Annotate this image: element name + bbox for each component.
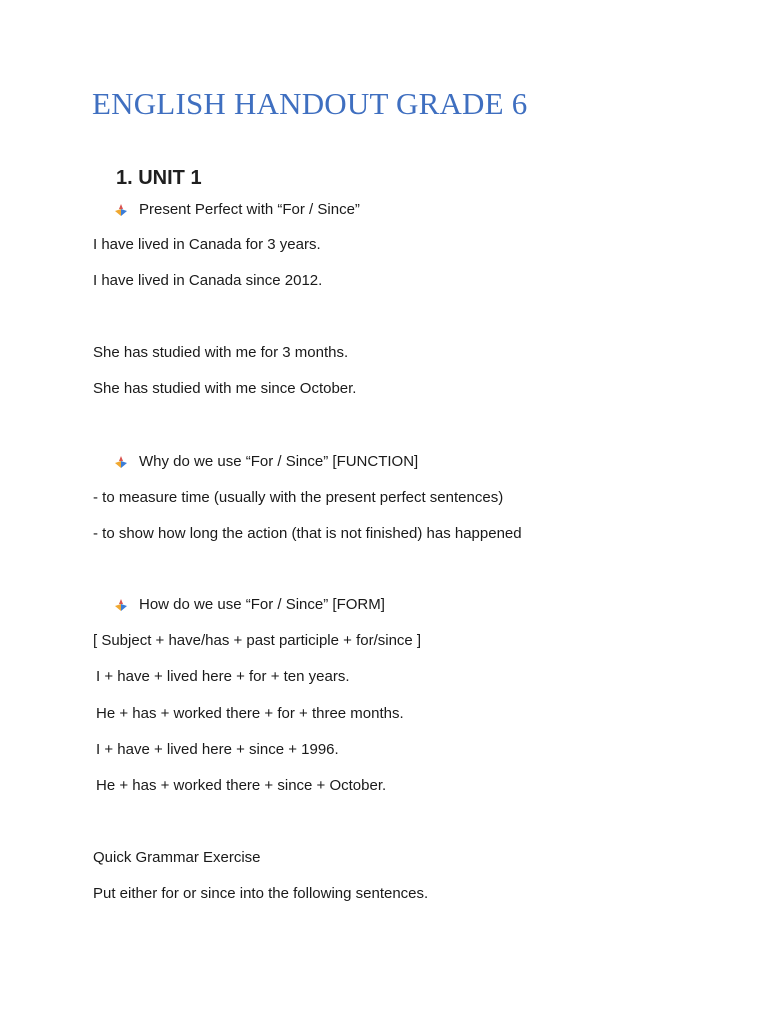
bullet-arrow-icon <box>114 203 128 217</box>
exercise-title: Quick Grammar Exercise <box>93 849 261 866</box>
form-example: I + have + lived here + for + ten years. <box>96 668 350 685</box>
example-line: I have lived in Canada for 3 years. <box>93 236 321 253</box>
form-example: He + has + worked there + since + October. <box>96 777 387 794</box>
bullet-arrow-icon <box>114 455 128 469</box>
example-line: She has studied with me since October. <box>93 380 357 397</box>
form-example: He + has + worked there + for + three months. <box>96 705 404 722</box>
function-line: - to measure time (usually with the present perfect sentences) <box>93 489 504 506</box>
example-line: She has studied with me for 3 months. <box>93 344 349 361</box>
bullet-label: Present Perfect with “For / Since” <box>139 201 360 218</box>
form-pattern: [ Subject + have/has + past participle + for/since ] <box>93 632 422 649</box>
bullet-function <box>114 452 418 472</box>
bullet-arrow-icon <box>114 598 128 612</box>
bullet-present-perfect <box>114 200 360 220</box>
bullet-form <box>114 595 385 615</box>
exercise-instruction: Put either for or since into the following sentences. <box>93 885 429 902</box>
document-title: ENGLISH HANDOUT GRADE 6 <box>92 86 528 121</box>
function-line: - to show how long the action (that is not finished) has happened <box>93 525 522 542</box>
unit-heading: 1. UNIT 1 <box>116 167 202 189</box>
form-example: I + have + lived here + since + 1996. <box>96 741 339 758</box>
example-line: I have lived in Canada since 2012. <box>93 272 323 289</box>
bullet-label: How do we use “For / Since” [FORM] <box>139 596 385 613</box>
bullet-label: Why do we use “For / Since” [FUNCTION] <box>139 453 419 470</box>
